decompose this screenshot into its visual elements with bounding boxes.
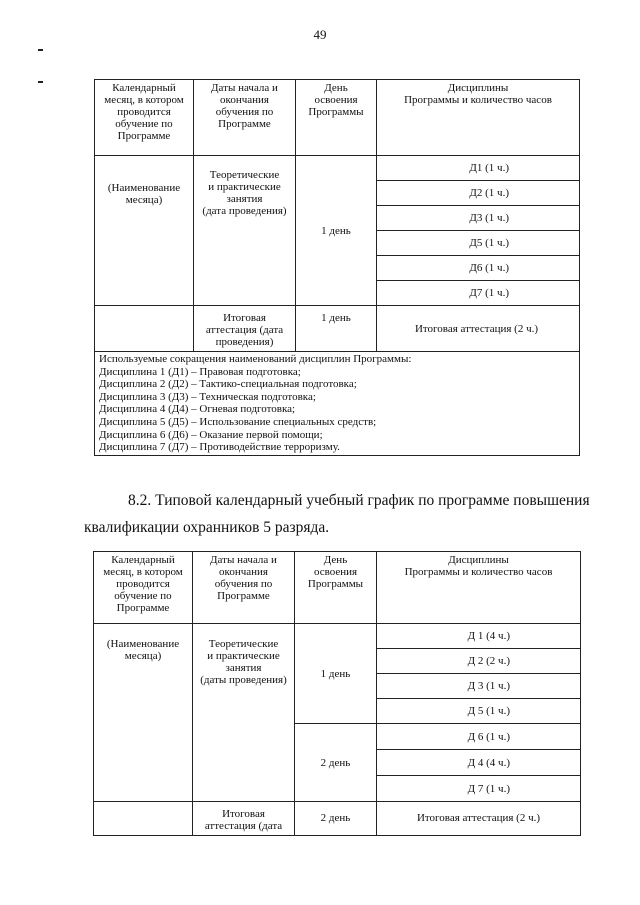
final-dates-cell: Итоговая аттестация (дата [193,802,295,836]
header-day: День освоения Программы [296,80,377,156]
discipline-cell: Д 1 (4 ч.) [377,624,581,649]
final-day-cell: 1 день [296,306,377,352]
discipline-cell: Д3 (1 ч.) [377,206,580,231]
discipline-cell: Д7 (1 ч.) [377,281,580,306]
page-number: 49 [313,27,327,42]
schedule-table-1 [94,79,580,456]
dates-cell: Теоретические и практические занятия (даты проведения) [193,624,295,802]
month-cell: (Наименование месяца) [94,624,193,802]
final-dates-cell: Итоговая аттестация (дата проведения) [194,306,296,352]
margin-mark [38,49,43,51]
discipline-cell: Д 5 (1 ч.) [377,699,581,724]
empty-cell [94,802,193,836]
month-cell: (Наименование месяца) [95,156,194,306]
discipline-cell: Д 3 (1 ч.) [377,674,581,699]
final-attestation-row [95,306,580,352]
header-disciplines: Дисциплины Программы и количество часов [377,80,580,156]
header-day: День освоения Программы [295,552,377,624]
day-1-cell: 1 день [295,624,377,724]
header-month: Календарный месяц, в котором проводится обучение по Программе [94,552,193,624]
header-month: Календарный месяц, в котором проводится обучение по Программе [95,80,194,156]
discipline-cell: Д 2 (2 ч.) [377,649,581,674]
abbreviations-row [95,352,580,456]
margin-mark [38,81,43,83]
section-heading: 8.2. Типовой календарный учебный график по программе повышения квалификации охранников 5 разряда. [84,492,590,536]
schedule-table-2 [93,551,581,836]
discipline-cell: Д2 (1 ч.) [377,181,580,206]
table-header-row [95,80,580,156]
discipline-cell: Д 4 (4 ч.) [377,750,581,776]
abbreviations-cell: Используемые сокращения наименований дисциплин Программы: Дисциплина 1 (Д1) – Правовая подготовка; Дисциплина 2 (Д2) – Тактико-специальная подготовка; Дисциплина 3 (Д3) – Техническая подготовка; Дисциплина 4 (Д4) – Огневая подготовка; Дисциплина 5 (Д5) – Использование специальных средств; Дисциплина 6 (Д6) – Оказание первой помощи; Дисциплина 7 (Д7) – Противодействие терроризму. [95,352,580,456]
day-cell: 1 день [296,156,377,306]
final-attestation-row [94,802,581,836]
final-discipline-cell: Итоговая аттестация (2 ч.) [377,306,580,352]
header-disciplines: Дисциплины Программы и количество часов [377,552,581,624]
table-row [94,624,581,649]
final-day-cell: 2 день [295,802,377,836]
table-row [95,156,580,181]
discipline-cell: Д5 (1 ч.) [377,231,580,256]
final-discipline-cell: Итоговая аттестация (2 ч.) [377,802,581,836]
discipline-cell: Д 7 (1 ч.) [377,776,581,802]
discipline-cell: Д6 (1 ч.) [377,256,580,281]
day-2-cell: 2 день [295,724,377,802]
dates-cell: Теоретические и практические занятия (дата проведения) [194,156,296,306]
discipline-cell: Д1 (1 ч.) [377,156,580,181]
header-dates: Даты начала и окончания обучения по Программе [193,552,295,624]
header-dates: Даты начала и окончания обучения по Программе [194,80,296,156]
empty-cell [95,306,194,352]
table-header-row [94,552,581,624]
discipline-cell: Д 6 (1 ч.) [377,724,581,750]
